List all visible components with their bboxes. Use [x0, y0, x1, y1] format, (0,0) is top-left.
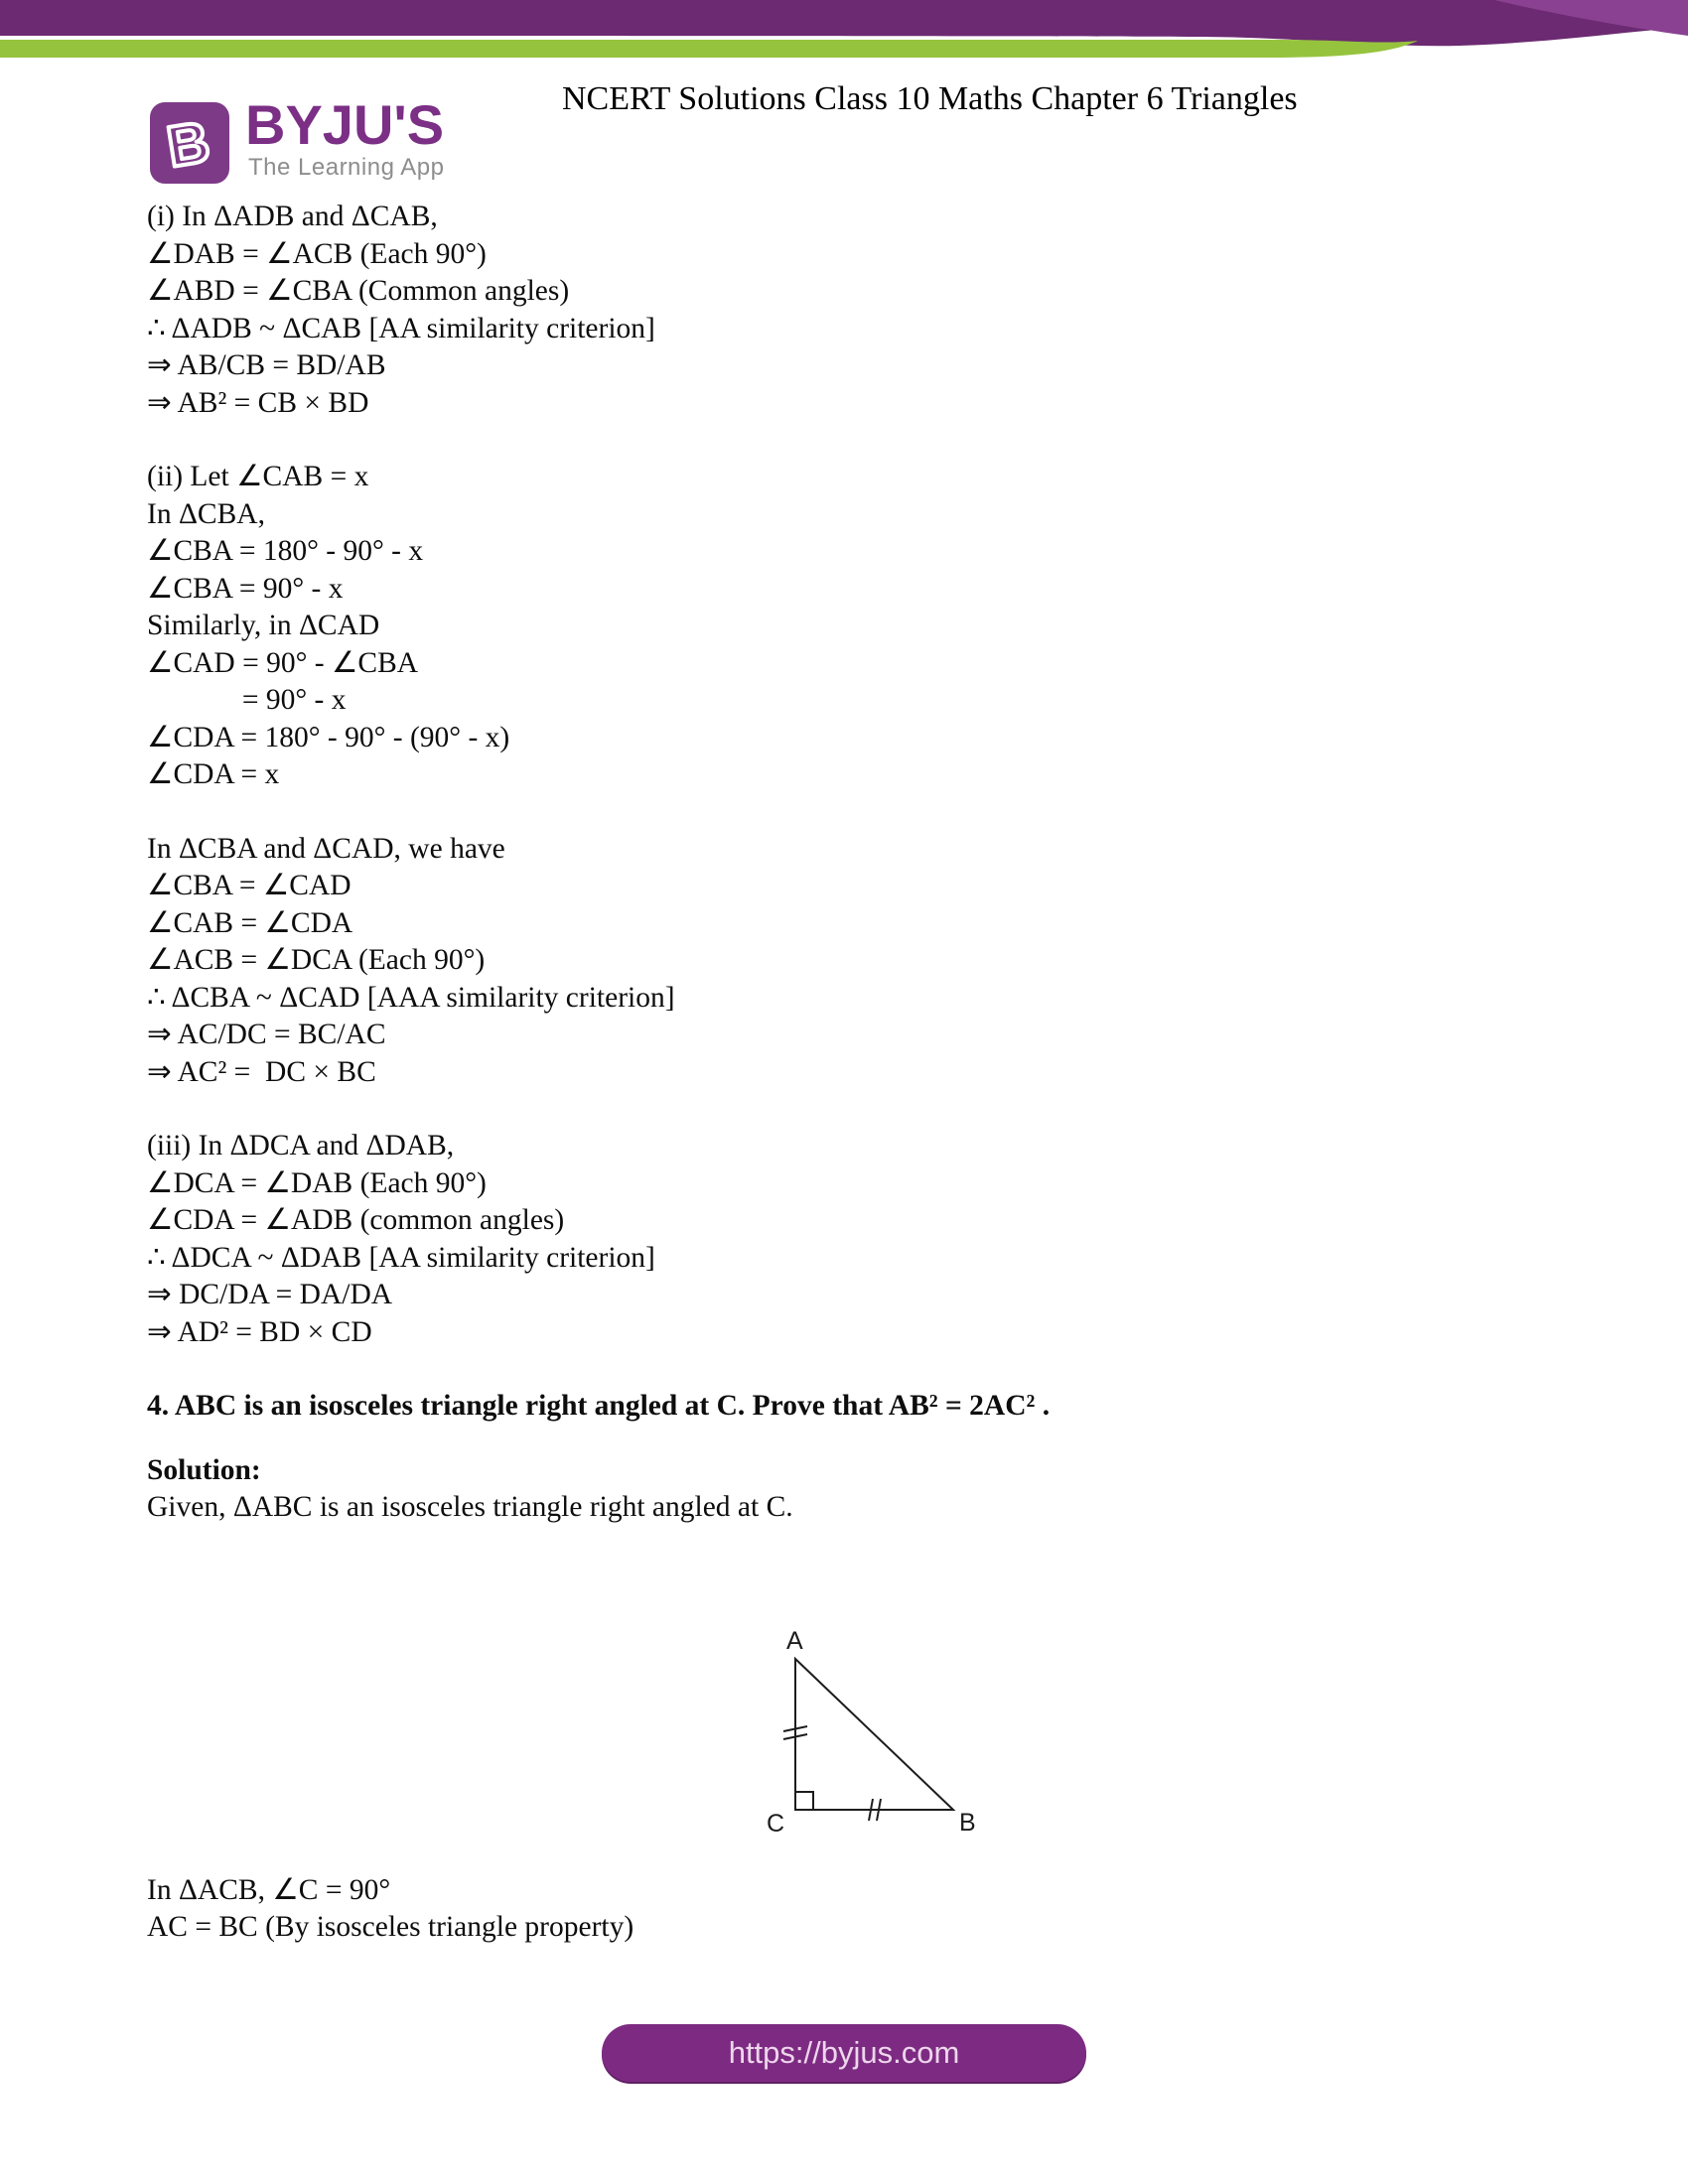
byjus-logo	[149, 95, 447, 195]
text-line: ⇒ AC² = DC × BC	[147, 1055, 376, 1088]
text-line: ∴ ΔDCA ~ ΔDAB [AA similarity criterion]	[147, 1241, 655, 1274]
text-line: Similarly, in ΔCAD	[147, 610, 380, 641]
text-line: In ΔACB, ∠C = 90°	[147, 1873, 391, 1906]
text-line: (ii) Let ∠CAB = x	[147, 461, 369, 492]
text-line: ∠DCA = ∠DAB (Each 90°)	[147, 1166, 487, 1199]
text-line: (iii) In ΔDCA and ΔDAB,	[147, 1130, 455, 1161]
text-line: ∠DAB = ∠ACB (Each 90°)	[147, 237, 487, 270]
right-angle-marker	[795, 1792, 813, 1810]
footer-url-pill[interactable]	[602, 2024, 1086, 2082]
text-line: ∠CBA = 180° - 90° - x	[147, 535, 424, 567]
purple-band-shape	[0, 0, 1688, 46]
after-figure-block	[147, 1872, 1557, 1947]
text-line: ∠CAD = 90° - ∠CBA	[147, 646, 419, 679]
triangle-outline	[795, 1659, 953, 1810]
footer-url-text: https://byjus.com	[728, 2035, 960, 2070]
text-line: ⇒ AB² = CB × BD	[147, 386, 369, 419]
text-line: ∠CDA = x	[147, 758, 280, 790]
solution-block-i	[147, 199, 1557, 422]
solution-block-iii	[147, 1128, 1557, 1351]
green-band-shape	[0, 40, 1418, 58]
brand-wordmark: BYJU'S	[245, 93, 445, 156]
text-line: ⇒ AD² = BD × CD	[147, 1315, 372, 1348]
text-line: ⇒ AC/DC = BC/AC	[147, 1019, 386, 1050]
text-line: ∴ ΔADB ~ ΔCAB [AA similarity criterion]	[147, 312, 655, 344]
text-line: ∠CDA = ∠ADB (common angles)	[147, 1204, 565, 1236]
text-line: ∠ACB = ∠DCA (Each 90°)	[147, 944, 486, 976]
vertex-b-label: B	[959, 1808, 976, 1837]
text-line: (i) In ΔADB and ΔCAB,	[147, 201, 438, 232]
text-line: AC = BC (By isosceles triangle property)	[147, 1911, 634, 1943]
text-line: ∠ABD = ∠CBA (Common angles)	[147, 275, 570, 307]
text-line: = 90° - x	[147, 684, 347, 716]
logo-letter-b: B	[162, 109, 214, 180]
triangle-figure	[703, 1629, 1001, 1840]
text-line: ⇒ DC/DA = DA/DA	[147, 1279, 393, 1310]
text-line: In ΔCBA and ΔCAD, we have	[147, 832, 505, 865]
byjus-logo-mark-icon	[149, 101, 230, 185]
text-line: ∠CDA = 180° - 90° - (90° - x)	[147, 721, 510, 753]
solution-content	[147, 199, 1557, 1983]
text-line: ∠CAB = ∠CDA	[147, 906, 353, 939]
vertex-a-label: A	[786, 1628, 803, 1655]
solution-block-ii	[147, 459, 1557, 794]
text-line: ∠CBA = ∠CAD	[147, 870, 352, 901]
question-4-heading: 4. ABC is an isosceles triangle right angled at C. Prove that AB² = 2AC² .	[147, 1390, 1051, 1422]
brand-tagline: The Learning App	[248, 154, 445, 181]
solution-block-triangles	[147, 831, 1557, 1092]
page-title: NCERT Solutions Class 10 Maths Chapter 6 Triangles	[562, 80, 1298, 117]
text-line: ∠CBA = 90° - x	[147, 572, 344, 605]
solution-label: Solution:	[147, 1453, 261, 1486]
vertex-c-label: C	[767, 1809, 785, 1838]
text-line: ⇒ AB/CB = BD/AB	[147, 349, 386, 381]
text-line: In ΔCBA,	[147, 497, 265, 530]
given-statement: Given, ΔABC is an isosceles triangle right angled at C.	[147, 1491, 793, 1523]
text-line: ∴ ΔCBA ~ ΔCAD [AAA similarity criterion]	[147, 981, 675, 1014]
